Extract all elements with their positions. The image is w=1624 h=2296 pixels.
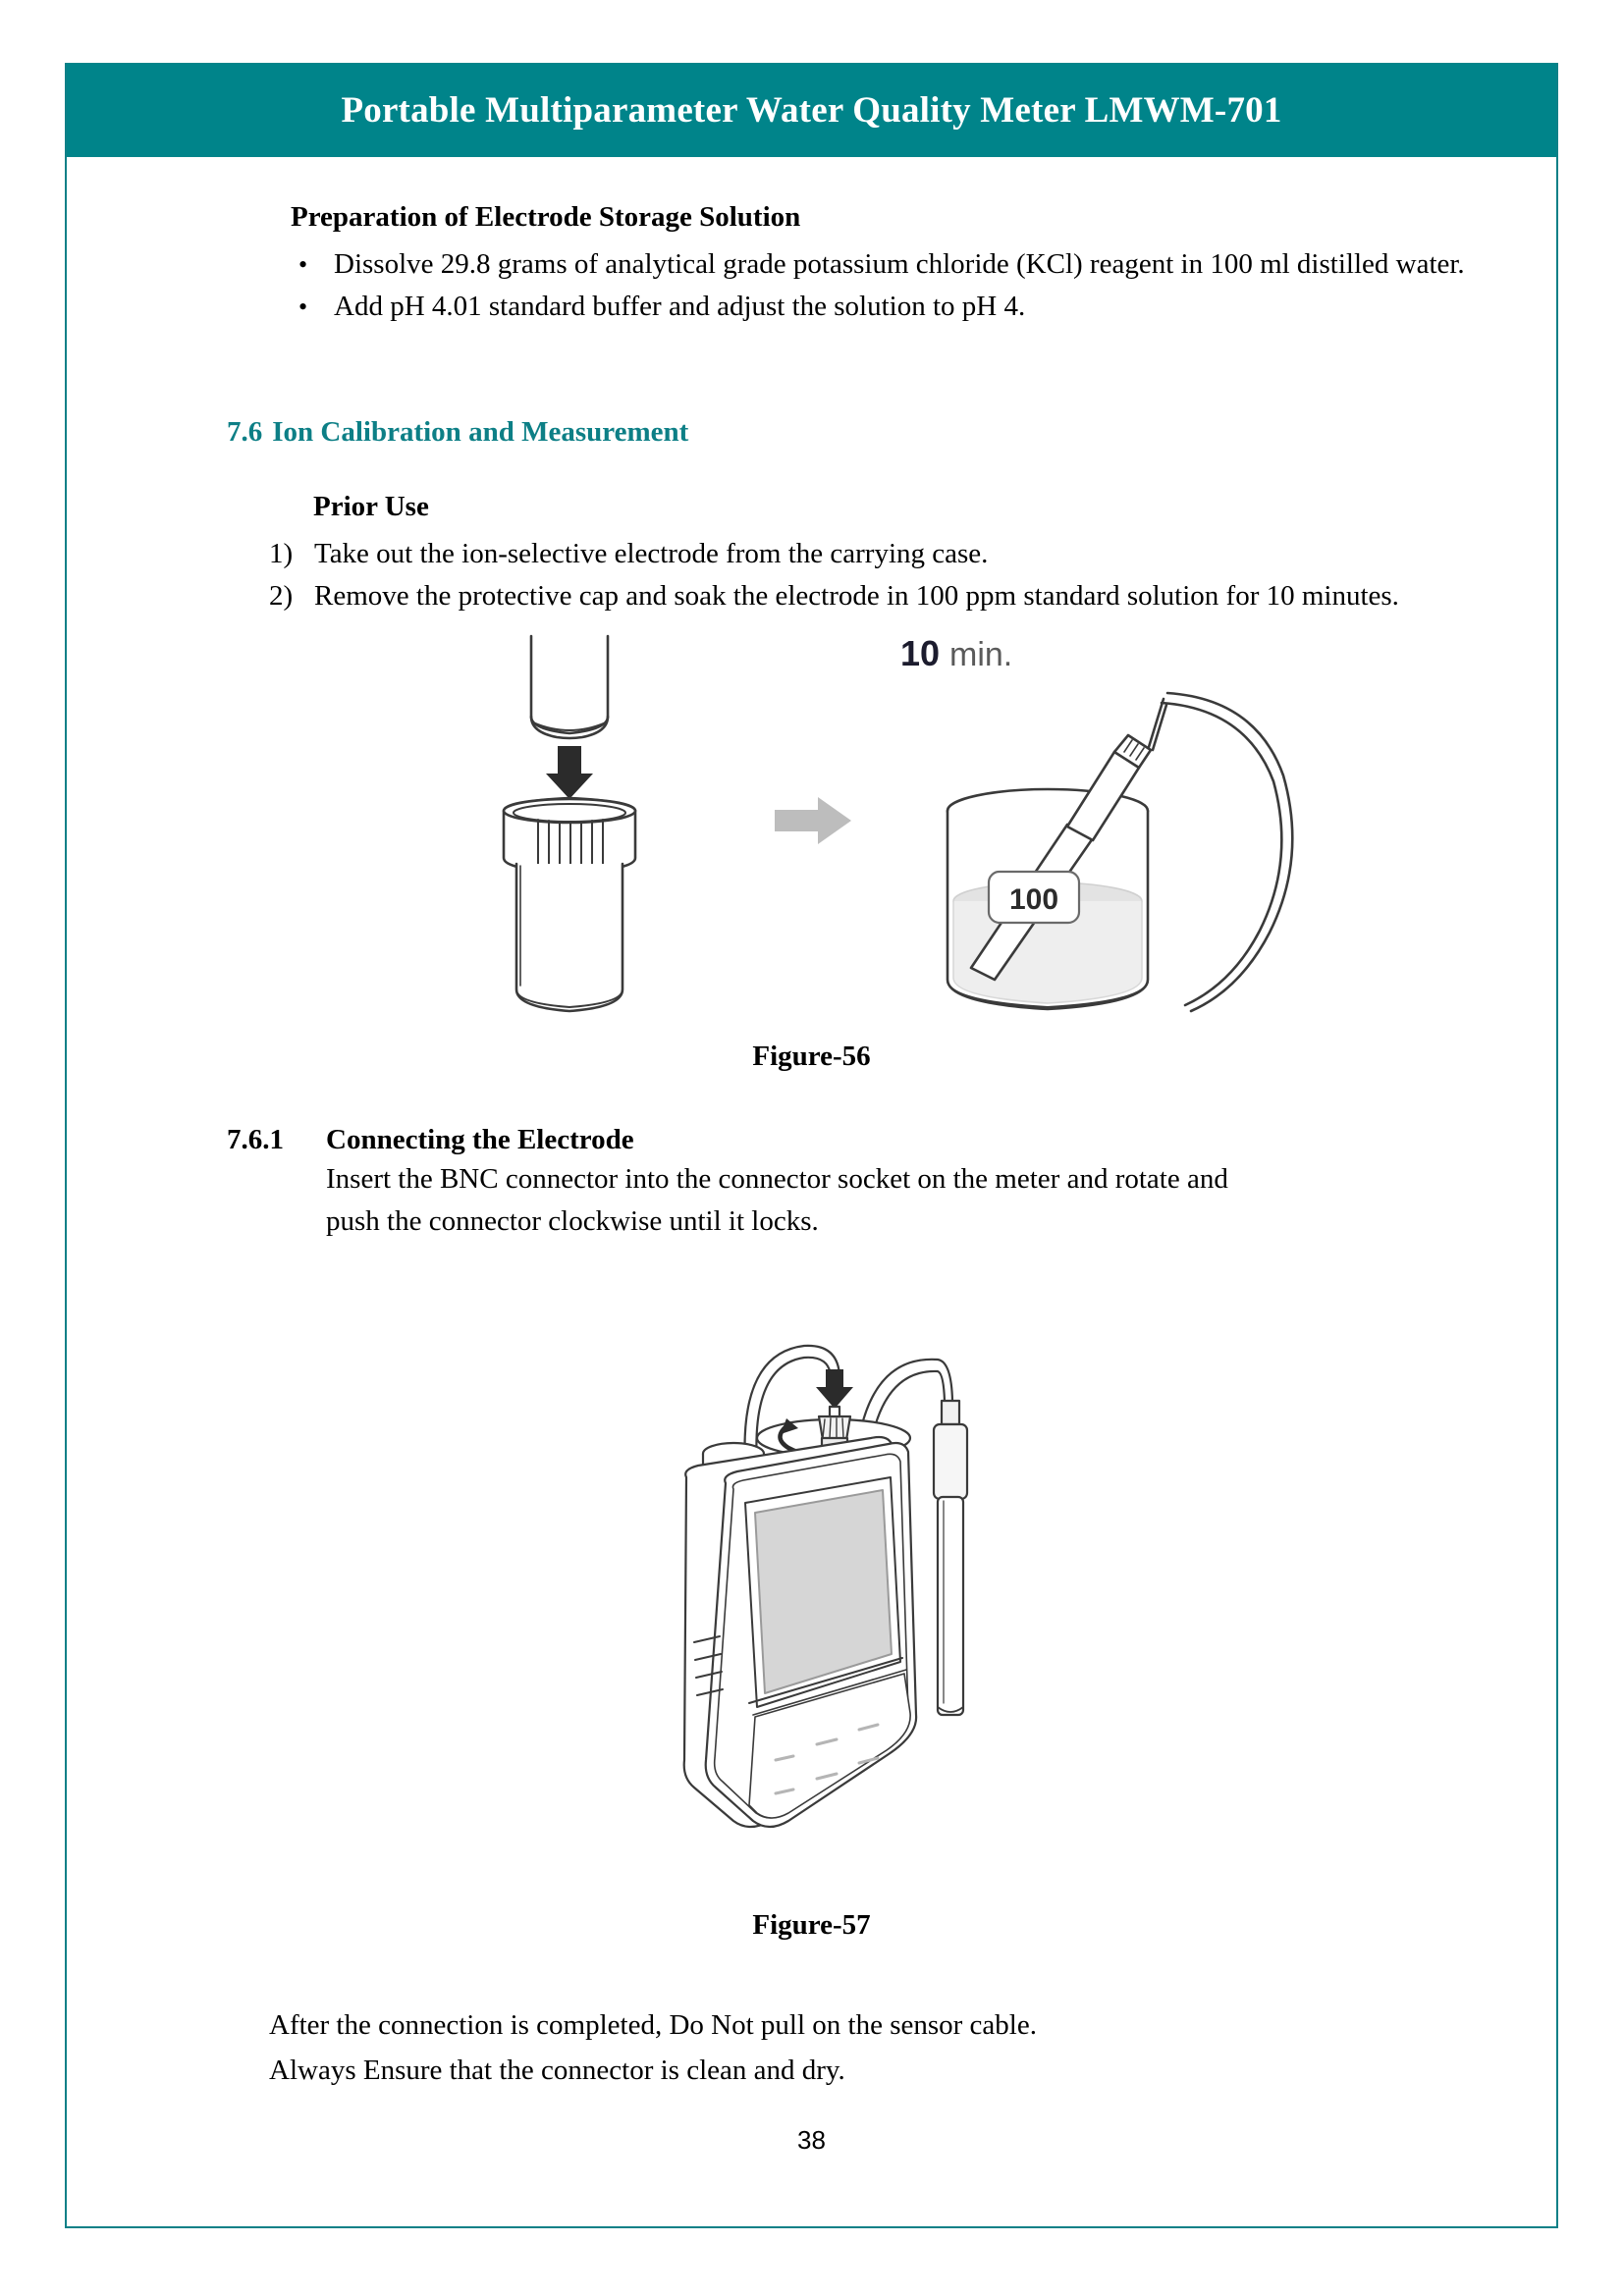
section-7-6-1 bbox=[227, 1124, 1513, 1243]
electrode-probe-icon bbox=[934, 1401, 967, 1715]
soak-time-value: 10 bbox=[899, 633, 940, 673]
section-heading-7-6-1 bbox=[227, 1124, 1513, 1156]
list-item-text: Dissolve 29.8 grams of analytical grade potassium chloride (KCl) reagent in 100 ml distilled water. bbox=[334, 248, 1465, 280]
section-title: Ion Calibration and Measurement bbox=[272, 416, 689, 448]
meter-body-icon bbox=[683, 1437, 915, 1827]
page-title: Portable Multiparameter Water Quality Meter LMWM-701 bbox=[341, 89, 1282, 131]
page-number: 38 bbox=[797, 2125, 826, 2155]
closing-note bbox=[269, 2002, 1506, 2093]
closing-line-2: Always Ensure that the connector is clean and dry. bbox=[269, 2055, 845, 2086]
figure-57-illustration bbox=[65, 1291, 1558, 1899]
protective-sleeve-icon bbox=[531, 636, 608, 738]
list-item-text: Take out the ion-selective electrode from the carrying case. bbox=[314, 538, 989, 569]
bullet-icon: • bbox=[298, 293, 308, 321]
closing-line-1: After the connection is completed, Do Not pull on the sensor cable. bbox=[269, 2009, 1037, 2041]
figure-56-caption: Figure-56 bbox=[752, 1041, 871, 1072]
section-number: 7.6 bbox=[227, 416, 263, 448]
prior-use-numbered-list bbox=[269, 533, 1511, 617]
section-number: 7.6.1 bbox=[227, 1124, 284, 1155]
insert-arrow-icon bbox=[816, 1369, 853, 1409]
vial-icon bbox=[504, 798, 635, 1011]
figure-57-caption: Figure-57 bbox=[752, 1909, 871, 1941]
sensor-cable-icon bbox=[1162, 693, 1292, 1011]
bullet-icon: • bbox=[298, 250, 308, 279]
section-body bbox=[326, 1158, 1513, 1243]
section-title: Connecting the Electrode bbox=[326, 1124, 634, 1155]
figure-56-illustration bbox=[65, 618, 1558, 1031]
list-item bbox=[291, 243, 1508, 286]
down-arrow-icon bbox=[546, 746, 593, 799]
list-item bbox=[269, 575, 1511, 617]
section-heading-7-6 bbox=[227, 416, 688, 449]
prep-solution-bullet-list bbox=[291, 243, 1508, 328]
flow-arrow-icon bbox=[775, 797, 851, 844]
list-item bbox=[291, 286, 1508, 328]
list-item-text: Remove the protective cap and soak the electrode in 100 ppm standard solution for 10 minutes. bbox=[314, 580, 1399, 612]
soak-time-unit: min. bbox=[948, 636, 1012, 673]
list-item-marker: 1) bbox=[269, 538, 294, 569]
list-item-text: Add pH 4.01 standard buffer and adjust the solution to pH 4. bbox=[334, 291, 1026, 322]
prior-use-heading: Prior Use bbox=[313, 491, 429, 522]
beaker-value-label: 100 bbox=[1008, 883, 1058, 916]
prep-solution-heading: Preparation of Electrode Storage Solution bbox=[291, 201, 801, 233]
body-line-2: push the connector clockwise until it locks. bbox=[326, 1205, 819, 1237]
list-item bbox=[269, 533, 1511, 575]
page-content bbox=[65, 157, 1558, 2228]
body-line-1: Insert the BNC connector into the connector socket on the meter and rotate and bbox=[326, 1163, 1228, 1195]
list-item-marker: 2) bbox=[269, 580, 294, 612]
